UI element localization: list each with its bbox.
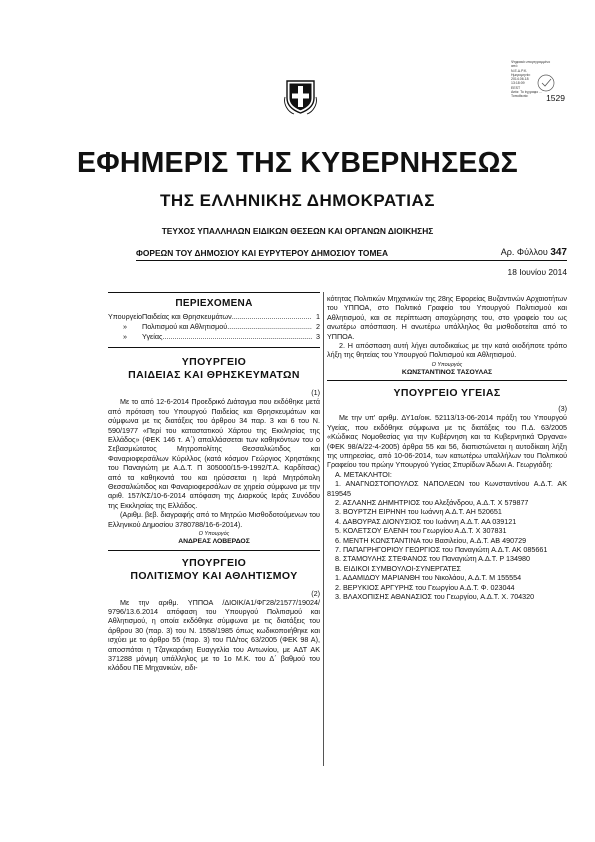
sheet-value: 347	[550, 247, 567, 258]
signature-line: από	[511, 64, 518, 69]
toc-entry[interactable]: Πολιτισμού και Αθλητισμού .....	[142, 322, 312, 332]
issue-date: 18 Ιουνίου 2014	[507, 267, 567, 277]
list-item: 1. ΑΝΑΓΝΩΣΤΟΠΟΥΛΟΣ ΝΑΠΟΛΕΩΝ του Κωνσταντίνου Α.Δ.Τ. ΑΚ 819545	[327, 479, 567, 498]
right-column	[327, 294, 567, 601]
issue-line-2: ΦΟΡΕΩΝ ΤΟΥ ΔΗΜΟΣΙΟΥ ΚΑΙ ΕΥΡΥΤΕΡΟΥ ΔΗΜΟΣΙΟΥ ΤΟΜΕΑ	[136, 248, 389, 258]
issue-line-1: ΤΕΥΧΟΣ ΥΠΑΛΛΗΛΩΝ ΕΙΔΙΚΩΝ ΘΕΣΕΩΝ ΚΑΙ ΟΡΓΑΝΩΝ ΔΙΟΙΚΗΣΗΣ	[161, 226, 434, 236]
ministry-heading-line: ΠΑΙΔΕΙΑΣ ΚΑΙ ΘΡΗΣΚΕΥΜΑΤΩΝ	[128, 369, 300, 382]
list-item: 1. ΑΔΑΜΙΔΟΥ ΜΑΡΙΑΝΘΗ του Νικολάου, Α.Δ.Τ. Μ 155554	[335, 573, 522, 583]
toc-page: 1	[316, 312, 320, 322]
header-divider	[136, 260, 567, 261]
left-column	[108, 292, 320, 673]
gazette-title: ΕΦΗΜΕΡΙΣ ΤΗΣ ΚΥΒΕΡΝΗΣΕΩΣ	[77, 147, 518, 179]
ministry-heading-line: ΥΠΟΥΡΓΕΙΟ	[181, 356, 247, 369]
section-rule	[108, 550, 320, 551]
ministry-heading-culture	[108, 557, 320, 583]
list-item: 3. ΒΟΥΡΤΖΗ ΕΙΡΗΝΗ του Ιωάννη Α.Δ.Τ. ΑΗ 520651	[335, 507, 502, 517]
greek-coat-of-arms-icon	[284, 78, 317, 115]
ministry-heading-education	[108, 356, 320, 382]
decision-number: (2)	[311, 588, 320, 598]
toc-row[interactable]	[108, 332, 320, 342]
sheet-number	[501, 247, 567, 258]
signatory-name: ΑΝΔΡΕΑΣ ΛΟΒΕΡΔΟΣ	[178, 538, 250, 546]
toc-top-rule	[108, 292, 320, 293]
decision-text: Με το από 12-6-2014 Προεδρικό Διάταγμα που εκδόθηκε μετά από πρόταση του Υπουργού Παιδείας και Θρησκευμάτων και σύμφωνα με τις διατάξεις του άρθρου 34 παρ. 3 και 6 του Ν. 590/1977 «Περί του καταστατικού Χάρτου της Εκκλησίας της Ελλάδος» (ΦΕΚ 146 τ. Α΄) απαλλάσσεται των καθηκόντων του ο Σεβασμιώτατος Μητροπολίτης Θεσσαλιώτιδος και Φαναριοφερσάλων Κύριλλος (κατά κόσμον Γεώργιος Χρηστάκης του Παναγιώτη με Α.Δ.Τ. Π 305000/15-9-1992/Τ.Α. Καρδίτσας) από τα καθηκοντά του και ηρύσσεται η Ιερά Μητρόπολη Θεσσαλιώτιδος και Φαναριοφερσάλων σε χηρεία σύμφωνα με την αριθ. 157/ΚΣ/10-6-2014 απόφαση της Διαρκούς Ιεράς Συνόδου της Εκκλησίας της Ελλάδος.	[108, 397, 320, 510]
toc-title: ΠΕΡΙΕΧΟΜΕΝΑ	[175, 298, 253, 309]
column-divider	[323, 292, 324, 766]
list-item: 4. ΔΑΒΟΥΡΑΣ ΔΙΟΝΥΣΙΟΣ του Ιωάννη Α.Δ.Τ. ΑΑ 039121	[335, 516, 517, 526]
signature-line: 13:18:09	[511, 81, 525, 86]
toc-row[interactable]	[108, 322, 320, 332]
signature-line: Αιτία: Το έγγραφο ...	[511, 90, 543, 95]
decision-note: (Αριθμ. βεβ. διαγραφής από το Μητρώο Μισθοδοτούμενων του Ελληνικού Δημοσίου 3780788/16-6-2014).	[108, 510, 320, 529]
signature-line: 2014.06.18	[511, 77, 529, 82]
toc-key: »	[123, 332, 127, 342]
decision-text: Με την υπ' αριθμ. ΔΥ1α/οικ. 52113/13-06-2014 πράξη του Υπουργού Υγείας, που εκδόθηκε σύμφωνα με τις διατάξεις του Π.Δ. 63/2005 «Κώδικας Νομοθεσίας για την Κυβέρνηση και τα Κυβερνητικά Όργανα» (ΦΕΚ 98/Α/22-4-2005) άρθρα 55 και 56, διαπιστώνεται η αυτοδίκαιη λήξη της υπηρεσίας, από 10-06-2014, των κατωτέρω υπαλλήλων του Πολιτικού Γραφείου του πρώην Υπουργού Υγείας Σπυρίδων Άδωνι Α. Γεωργιάδη:	[327, 413, 567, 470]
list-item: 3. ΒΛΑΧΟΠΙΣΗΣ ΑΘΑΝΑΣΙΟΣ του Γεωργίου, Α.Δ.Τ. Χ. 704320	[335, 592, 535, 602]
signature-line: Ημερομηνία:	[511, 72, 531, 77]
ministry-heading-line: ΥΠΟΥΡΓΕΙΟ	[181, 556, 247, 569]
decision-number: (1)	[311, 388, 320, 398]
gazette-subtitle: ΤΗΣ ΕΛΛΗΝΙΚΗΣ ΔΗΜΟΚΡΑΤΙΑΣ	[160, 191, 435, 210]
toc-row[interactable]	[108, 312, 320, 322]
signature-line: Ψηφιακά υπογεγραμμένο	[511, 60, 551, 64]
ministry-heading-line: ΠΟΛΙΤΙΣΜΟΥ ΚΑΙ ΑΘΛΗΤΙΣΜΟΥ	[130, 569, 298, 582]
list-item: 5. ΚΟΛΕΤΣΟΥ ΕΛΕΝΗ του Γεωργίου Α.Δ.Τ. Χ 307831	[335, 526, 507, 536]
toc-page: 3	[316, 332, 320, 342]
section-rule	[327, 380, 567, 381]
toc-entry[interactable]: Υγείας .....	[142, 332, 312, 342]
signatory-role: Ο Υπουργός	[198, 531, 230, 538]
list-item: Β. ΕΙΔΙΚΟΙ ΣΥΜΒΟΥΛΟΙ-ΣΥΝΕΡΓΑΤΕΣ	[335, 563, 462, 573]
signature-line: Τοποθεσία:	[511, 94, 529, 99]
toc-bottom-rule	[108, 347, 320, 348]
signature-line: Ν.Ε.Δ.Ρ.Κ.	[511, 68, 528, 73]
list-item: 2. ΒΕΡΥΚΙΟΣ ΑΡΓΥΡΗΣ του Γεωργίου Α.Δ.Τ. Φ. 023044	[335, 582, 515, 592]
signatory-name: ΚΩΝΣΤΑΝΤΙΝΟΣ ΤΑΣΟΥΛΑΣ	[401, 368, 493, 376]
signature-line: EEST	[511, 85, 521, 90]
toc-key: Υπουργείο	[108, 312, 143, 322]
list-item: 6. ΜΕΝΤΗ ΚΩΝΣΤΑΝΤΙΝΑ του Βασιλείου, Α.Δ.Τ. ΑΒ 490729	[335, 535, 527, 545]
list-item: 8. ΣΤΑΜΟΥΛΗΣ ΣΤΕΦΑΝΟΣ του Παναγιώτη Α.Δ.Τ. Ρ 134980	[335, 554, 531, 564]
toc-page: 2	[316, 322, 320, 332]
decision-text: 2. Η απόσπαση αυτή λήγει αυτοδικαίως με την κατά οιοδήποτε τρόπο λήξη της θητείας του Υπουργού Πολιτισμού και Αθλητισμού.	[327, 341, 567, 360]
decision-number: (3)	[558, 404, 567, 414]
decision-text: Με την αριθμ. ΥΠΠΟΑ /ΔΙΟΙΚ/Α1/ΦΓ28/21577/19024/ 9796/13.6.2014 απόφαση του Υπουργού Πολιτισμού και Αθλητισμού, η οποία εκδόθηκε σύμφωνα με τις διατάξεις του άρθρου 30 (παρ. 3) του Ν. 1558/1985 όπως κωδικοποιήθηκε και ισχύει με το άρθρο 55 (παρ. 3) του ΠΔ/τος 63/2005 (ΦΕΚ 98 Α), αποσπάται η Τζαγκαράκη Ευαγγελία του Αντωνίου, με ΑΔΤ ΑΚ 371288 μόνιμη υπάλληλος με το 1ο Μ.Κ. του Δ΄ βαθμού του κλάδου ΠΕ Μηχανικών, ειδι-	[108, 597, 320, 673]
sheet-label: Αρ. Φύλλου	[500, 247, 548, 257]
toc-key: »	[123, 322, 127, 332]
list-item: Α. ΜΕΤΑΚΛΗΤΟΙ:	[335, 469, 392, 479]
decision-text-continued: κότητας Πολιτικών Μηχανικών της 28ης Εφορείας Βυζαντινών Αρχαιοτήτων του ΥΠΠΟΑ, στο Πολιτικό Γραφείο του Υπουργού Πολιτισμού και Αθλητισμού, και σε περίπτωση αποχώρησης του, στο γραφείο του ως ανωτέρω απόσπαση. Η ανωτέρω υπάλληλος θα μισθοδοτείται από το ΥΠΠΟΑ.	[327, 294, 567, 341]
list-item: 2. ΑΣΛΑΝΗΣ ΔΗΜΗΤΡΙΟΣ του Αλεξάνδρου, Α.Δ.Τ. Χ 579877	[335, 498, 529, 507]
ministry-heading-health: ΥΠΟΥΡΓΕΙΟ ΥΓΕΙΑΣ	[393, 387, 501, 400]
list-item: 7. ΠΑΠΑΓΡΗΓΟΡΙΟΥ ΓΕΩΡΓΙΟΣ του Παναγιώτη Α.Δ.Τ. ΑΚ 085661	[335, 545, 548, 555]
page-number: 1529	[546, 93, 565, 103]
signatory-role: Ο Υπουργός	[431, 361, 463, 368]
toc-entry[interactable]: Παιδείας και Θρησκευμάτων .....	[142, 312, 312, 322]
